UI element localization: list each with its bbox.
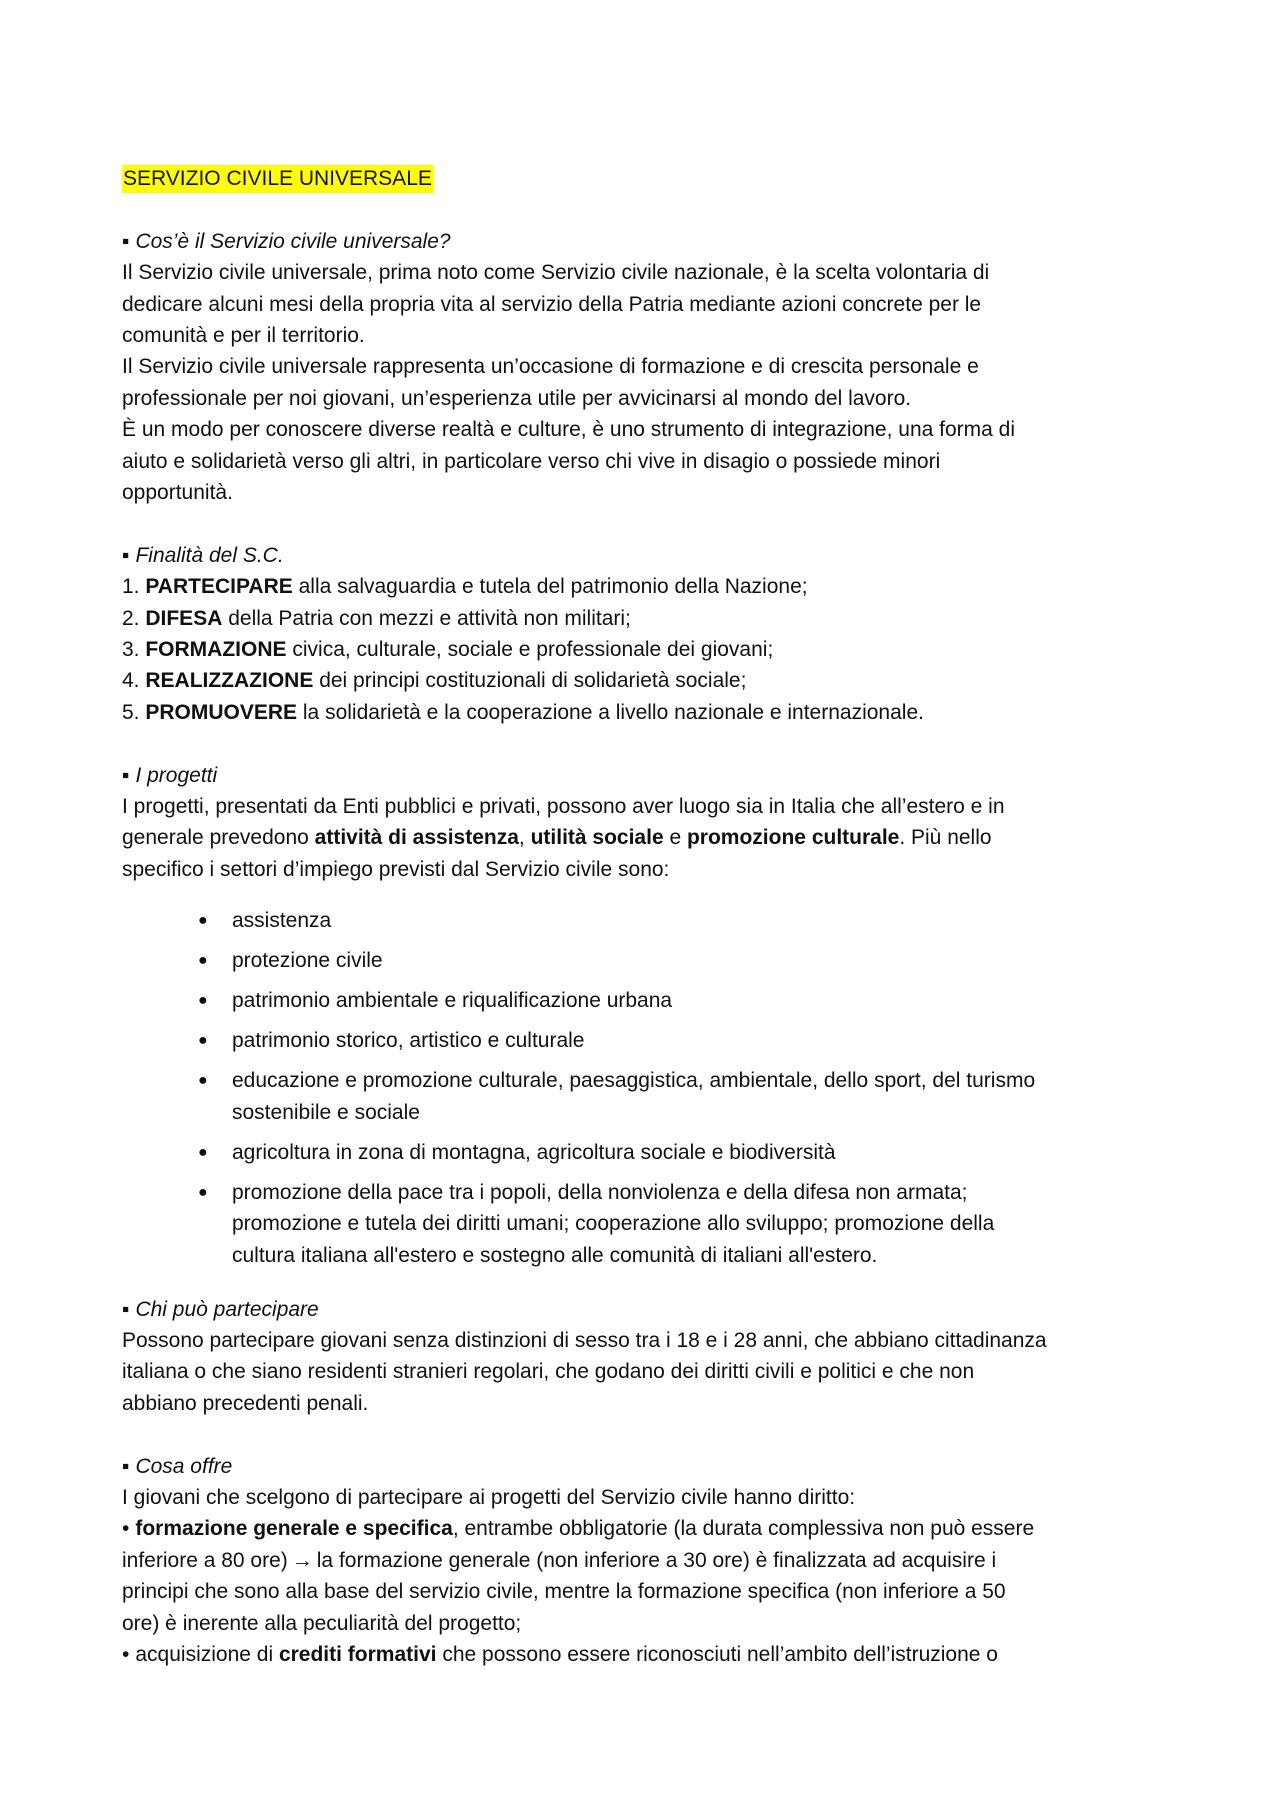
section-heading-cosa-offre — [122, 1451, 1180, 1482]
square-bullet-icon: ▪ — [122, 1297, 130, 1321]
numbered-item: 2. DIFESA della Patria con mezzi e attività non militari; — [122, 606, 631, 630]
section-heading-finalita — [122, 540, 1180, 571]
list-item: ● agricoltura in zona di montagna, agricoltura sociale e biodiversità — [232, 1137, 1180, 1168]
numbered-item: 4. REALIZZAZIONE dei principi costituzionali di solidarietà sociale; — [122, 669, 747, 693]
list-item: ● promozione della pace tra i popoli, della nonviolenza e della difesa non armata; promozione e tutela dei diritti umani; cooperazione allo sviluppo; promozione della cultura italiana all'estero e sostegno alle comunità di italiani all'estero. — [232, 1177, 1180, 1271]
section-heading-chi-puo — [122, 1294, 1180, 1325]
paragraph-line: Possono partecipare giovani senza distinzioni di sesso tra i 18 e i 28 anni, che abbiano cittadinanza — [122, 1328, 1047, 1352]
spacer — [122, 508, 1180, 539]
bullet-icon: ● — [198, 912, 208, 930]
spacer — [122, 194, 1180, 225]
heading-text: Cos’è il Servizio civile universale? — [135, 229, 451, 253]
bullet-icon: ● — [198, 1183, 208, 1201]
bullet-icon: ● — [198, 952, 208, 970]
heading-text: Chi può partecipare — [135, 1297, 319, 1321]
bullet-icon: ● — [198, 1032, 208, 1050]
paragraph-line: comunità e per il territorio. — [122, 324, 365, 348]
square-bullet-icon: ▪ — [122, 763, 130, 787]
heading-text: Cosa offre — [135, 1454, 233, 1478]
list-item: ● patrimonio ambientale e riqualificazione urbana — [232, 985, 1180, 1016]
list-item: ● protezione civile — [232, 945, 1180, 976]
bullet-line: • formazione generale e specifica, entrambe obbligatorie (la durata complessiva non può essere — [122, 1517, 1035, 1541]
numbered-item: 5. PROMUOVERE la solidarietà e la cooperazione a livello nazionale e internazionale. — [122, 700, 924, 724]
section-heading-progetti — [122, 760, 1180, 791]
paragraph-line: I progetti, presentati da Enti pubblici e privati, possono aver luogo sia in Italia che all’estero e in — [122, 795, 1005, 819]
document-title: SERVIZIO CIVILE UNIVERSALE — [122, 165, 433, 193]
heading-text: Finalità del S.C. — [135, 543, 284, 567]
paragraph-line: generale prevedono attività di assistenza, utilità sociale e promozione culturale. Più nello — [122, 826, 992, 850]
paragraph-line: principi che sono alla base del servizio civile, mentre la formazione specifica (non inferiore a 50 — [122, 1580, 1006, 1604]
section-heading-cos-e — [122, 226, 1180, 257]
square-bullet-icon: ▪ — [122, 543, 130, 567]
paragraph-line: italiana o che siano residenti stranieri regolari, che godano dei diritti civili e politici e che non — [122, 1360, 975, 1384]
numbered-item: 3. FORMAZIONE civica, culturale, sociale e professionale dei giovani; — [122, 638, 774, 662]
bullet-icon: • — [122, 1517, 130, 1541]
bullet-icon: ● — [198, 1143, 208, 1161]
spacer — [122, 1419, 1180, 1450]
paragraph-line: I giovani che scelgono di partecipare ai progetti del Servizio civile hanno diritto: — [122, 1485, 856, 1509]
list-item: ● educazione e promozione culturale, paesaggistica, ambientale, dello sport, del turismo sostenibile e sociale — [232, 1065, 1180, 1128]
bullet-icon: • — [122, 1642, 130, 1666]
paragraph-line: inferiore a 80 ore) → la formazione generale (non inferiore a 30 ore) è finalizzata ad acquisire i — [122, 1548, 997, 1572]
paragraph-line: È un modo per conoscere diverse realtà e culture, è uno strumento di integrazione, una forma di — [122, 418, 1016, 442]
bullet-icon: ● — [198, 1072, 208, 1090]
document-title-line — [122, 163, 1180, 194]
heading-text: I progetti — [135, 763, 218, 787]
list-item: ● assistenza — [232, 905, 1180, 936]
paragraph-line: Il Servizio civile universale rappresenta un’occasione di formazione e di crescita personale e — [122, 355, 979, 379]
paragraph-line: opportunità. — [122, 481, 233, 505]
paragraph-line: aiuto e solidarietà verso gli altri, in particolare verso chi vive in disagio o possiede minori — [122, 449, 941, 473]
spacer — [122, 1280, 1180, 1294]
list-item: ● patrimonio storico, artistico e culturale — [232, 1025, 1180, 1056]
spacer — [122, 728, 1180, 759]
paragraph-line: ore) è inerente alla peculiarità del progetto; — [122, 1611, 522, 1635]
sectors-list — [122, 905, 1180, 1271]
square-bullet-icon: ▪ — [122, 1454, 130, 1478]
bullet-icon: ● — [198, 992, 208, 1010]
paragraph-line: abbiano precedenti penali. — [122, 1391, 369, 1415]
paragraph-line: Il Servizio civile universale, prima noto come Servizio civile nazionale, è la scelta volontaria di — [122, 261, 990, 285]
arrow-right-icon: → — [291, 1548, 313, 1572]
square-bullet-icon: ▪ — [122, 229, 130, 253]
numbered-item: 1. PARTECIPARE alla salvaguardia e tutela del patrimonio della Nazione; — [122, 575, 808, 599]
paragraph-line: dedicare alcuni mesi della propria vita al servizio della Patria mediante azioni concrete per le — [122, 292, 982, 316]
paragraph-line: specifico i settori d’impiego previsti dal Servizio civile sono: — [122, 857, 670, 881]
paragraph-line: professionale per noi giovani, un’esperienza utile per avvicinarsi al mondo del lavoro. — [122, 386, 912, 410]
bullet-line: • acquisizione di crediti formativi che possono essere riconosciuti nell’ambito dell’istruzione o — [122, 1642, 998, 1666]
